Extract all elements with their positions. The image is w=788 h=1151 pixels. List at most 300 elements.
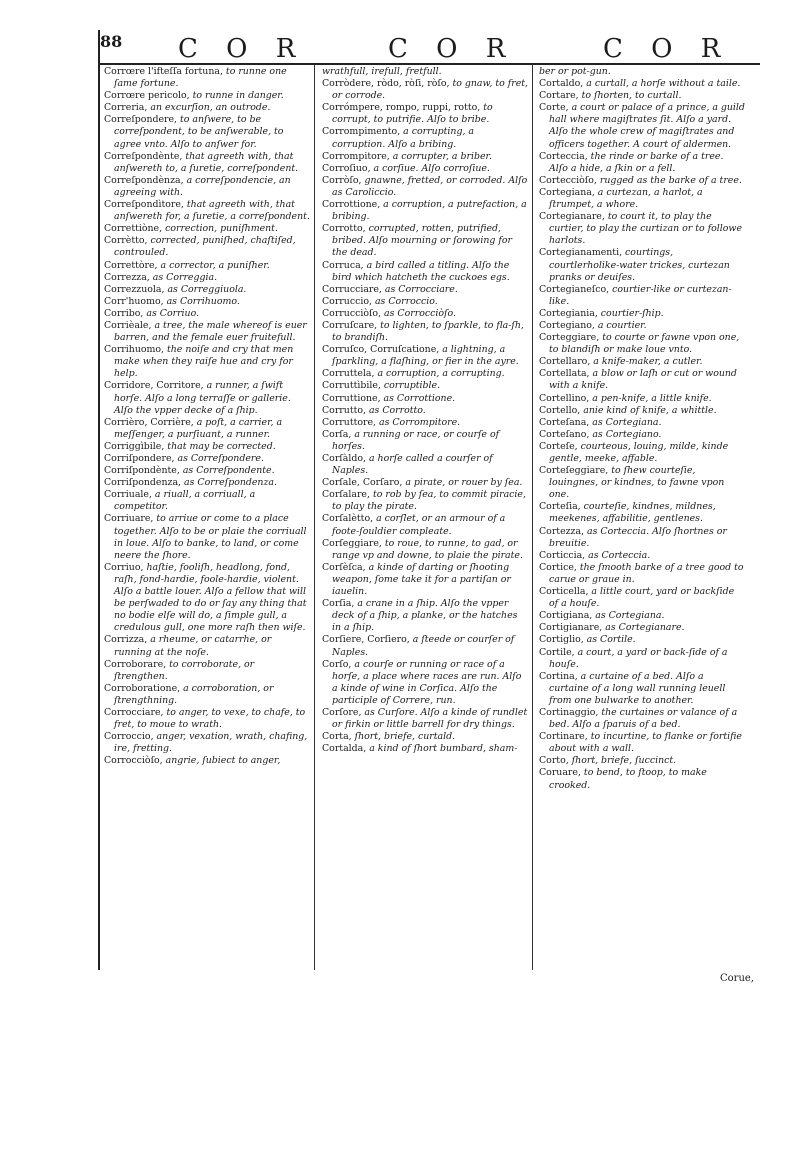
dictionary-entry — [322, 102, 528, 126]
headword: Corriuare, — [104, 513, 154, 525]
definition: as Correggiuola. — [167, 283, 247, 295]
definition: as Corrocciare. — [384, 283, 458, 295]
definition: a corroboration, or ſtrengthning. — [114, 682, 274, 706]
dictionary-entry — [539, 90, 745, 102]
headword: Corteſeggiare, — [539, 465, 609, 477]
definition: to corrupt, to putrifie. Alſo to bribe. — [332, 102, 493, 126]
dictionary-entry — [539, 320, 745, 332]
left-border-rule — [98, 30, 100, 970]
dictionary-entry — [322, 598, 528, 634]
headword: Cortinare, — [539, 731, 588, 743]
dictionary-entry — [539, 610, 745, 622]
dictionary-entry — [322, 659, 528, 707]
headword: Corta, — [322, 731, 352, 743]
headword: Corrètto, — [104, 235, 148, 247]
definition: a ſteede or courſer of Naples. — [332, 634, 515, 658]
definition: a poſt, a carrier, a meſſenger, a purſiuant, a runner. — [114, 416, 283, 440]
headword: Cortaldo, — [539, 78, 584, 90]
headword: Corteſano, — [539, 428, 590, 440]
definition: a tree, the male whereof is euer barren, and the female euer fruitefull. — [114, 319, 307, 344]
headword: Cortezza, — [539, 525, 585, 537]
definition: haſtie, fooliſh, headlong, fond, raſh, fond-hardie, foole-hardie, violent. Alſo a battle louer. Alſo a fellow that will be perſwaded to do or ſay any thing that no bodie elſe will do, a ſimple gull, a credulous gull, one more raſh then wiſe. — [114, 561, 307, 634]
dictionary-entry — [322, 199, 528, 223]
headword: Cortigianare, — [539, 622, 603, 634]
dictionary-entry — [539, 211, 745, 247]
dictionary-entry — [539, 356, 745, 368]
headword: Corriſpondere, — [104, 453, 175, 464]
definition: gnawne, fretted, or corroded. Alſo as Caroliccio. — [332, 174, 528, 198]
definition: a bird called a titling. Alſo the bird which hatcheth the cuckoes egs. — [332, 259, 510, 283]
dictionary-entry — [104, 441, 310, 453]
headword: Corruca, — [322, 259, 364, 271]
definition: to gnaw, to fret, or corrode. — [332, 78, 528, 102]
header-rule — [98, 63, 760, 65]
dictionary-entry — [322, 296, 528, 308]
headword: Cortegiano, — [539, 319, 595, 331]
headword: Corròſo, — [322, 174, 362, 186]
headword: Cortellata, — [539, 368, 590, 380]
definition: a corruption, a putrefaction, a bribing. — [332, 199, 527, 223]
headword: Corroborare, — [104, 658, 167, 670]
dictionary-entry — [539, 671, 745, 707]
headword: Corteggiare, — [539, 332, 600, 344]
dictionary-entry — [322, 562, 528, 598]
dictionary-entry — [539, 151, 745, 175]
definition: the curtaines or valance of a bed. Alſo a ſparuis of a bed. — [549, 706, 738, 731]
headword: Cortegiana, — [539, 186, 595, 198]
dictionary-entry — [104, 344, 310, 380]
definition: to runne one ſame fortune. — [114, 66, 287, 90]
headword: Corſiere, Corſiero, — [322, 634, 410, 646]
column-divider-2 — [532, 64, 533, 970]
dictionary-entry — [322, 126, 528, 150]
definition: as Cortegiana. — [592, 416, 662, 428]
dictionary-entry — [539, 586, 745, 610]
dictionary-entry — [539, 622, 745, 634]
definition: the rinde or barke of a tree. Alſo a hide, a ſkin or a fell. — [549, 150, 724, 174]
dictionary-page — [98, 30, 760, 990]
definition: a rheume, or catarrhe, or running at the noſe. — [114, 634, 272, 658]
headword: Corſalare, — [322, 489, 370, 501]
definition: a corrupting, a corruption. Alſo a bribing. — [332, 126, 474, 150]
headword: Cortecciòſo, — [539, 174, 597, 186]
definition: as Corrompitore. — [379, 416, 461, 428]
dictionary-entry — [104, 417, 310, 441]
running-head-right: C O R — [603, 34, 731, 64]
dictionary-entry — [322, 417, 528, 429]
definition: as Corrottione. — [383, 392, 456, 404]
headword: Corruſcare, — [322, 319, 378, 331]
headword: Corrómpere, rompo, ruppi, rotto, — [322, 102, 481, 114]
headword: Correſpondènza, — [104, 174, 184, 186]
dictionary-entry — [104, 465, 310, 477]
dictionary-entry — [322, 743, 528, 755]
dictionary-entry — [322, 151, 528, 163]
definition: ſhort, briefe, curtald. — [354, 731, 456, 743]
dictionary-entry — [539, 393, 745, 405]
definition: as Correſpondente. — [182, 465, 275, 477]
definition: as Cortile. — [586, 634, 636, 646]
dictionary-entry — [539, 247, 745, 283]
dictionary-entry — [104, 489, 310, 513]
definition: ſhort, briefe, ſuccinct. — [571, 755, 677, 767]
definition: as Correſpondere. — [177, 453, 264, 464]
dictionary-entry — [104, 380, 310, 416]
headword: Corſeggiare, — [322, 537, 382, 549]
headword: Corriuo, — [104, 561, 144, 573]
headword: Corrœre pericolo, — [104, 90, 190, 102]
definition: as Corrotto. — [368, 404, 426, 416]
dictionary-entry — [322, 634, 528, 658]
definition: a court, a yard or back-ſide of a houſe. — [549, 646, 728, 670]
definition: to ſhew courteſie, louingnes, or kindnes, to fawne vpon one. — [549, 465, 725, 501]
dictionary-entry — [322, 393, 528, 405]
headword: Cortile, — [539, 646, 575, 658]
definition: courtier-ſhip. — [600, 307, 664, 319]
dictionary-entry — [104, 683, 310, 707]
dictionary-entry — [104, 659, 310, 683]
definition: courtier-like or curtezan-like. — [549, 283, 732, 307]
dictionary-entry — [104, 90, 310, 102]
dictionary-entry — [104, 731, 310, 755]
definition: the noiſe and cry that men make when they raiſe hue and cry for help. — [114, 344, 294, 380]
headword: Corròdere, ròdo, ròſi, ròſo, — [322, 78, 450, 90]
definition: a little court, yard or backſide of a houſe. — [549, 586, 735, 610]
headword: Cortellaro, — [539, 356, 591, 368]
headword: Corroboratione, — [104, 682, 181, 694]
definition: that agreeth with, that anſwereth for, a ſuretie, a correſpondent. — [114, 199, 310, 223]
definition: a riuall, a corriuall, a competitor. — [114, 489, 256, 513]
dictionary-entry — [322, 429, 528, 453]
headword: Corrottione, — [322, 199, 381, 211]
definition: a pen-knife, a little knife. — [592, 392, 712, 404]
headword: Corſàldo, — [322, 453, 366, 464]
headword: Correſpondènte, — [104, 150, 183, 162]
dictionary-entry — [539, 755, 745, 767]
dictionary-entry — [104, 151, 310, 175]
definition: to anger, to vexe, to chafe, to fret, to moue to wrath. — [114, 706, 306, 731]
definition: a courſe or running or race of a horſe, a place where races are run. Alſo a kinde of wine in Corſica. Alſo the participle of Correre, run. — [332, 658, 522, 706]
headword: Corruttore, — [322, 416, 377, 428]
headword: Cortegianare, — [539, 211, 605, 223]
headword: Corſale, Corſaro, — [322, 477, 403, 489]
definition: as Corteccia. — [588, 549, 651, 561]
dictionary-entry — [104, 308, 310, 320]
headword: Corrocciare, — [104, 706, 164, 718]
headword: Corruttìbile, — [322, 380, 381, 392]
dictionary-entry — [104, 755, 310, 767]
headword: Cortare, — [539, 90, 579, 102]
dictionary-entry — [539, 562, 745, 586]
definition: that agreeth with, that anſwereth to, a ſuretie, correſpondent. — [114, 150, 299, 174]
definition: as Corrihuomo. — [166, 295, 240, 307]
dictionary-entry — [539, 501, 745, 525]
dictionary-entry — [322, 731, 528, 743]
column-divider-1 — [314, 64, 315, 970]
dictionary-entry — [322, 405, 528, 417]
definition: rugged as the barke of a tree. — [599, 174, 742, 186]
definition: a courtier. — [597, 319, 647, 331]
definition: a corſiue. Alſo corroſiue. — [373, 162, 490, 174]
dictionary-entry — [322, 223, 528, 259]
headword: Corrucciòſo, — [322, 307, 382, 319]
dictionary-entry — [104, 66, 310, 90]
definition: as Corriuo. — [146, 307, 200, 319]
definition: to ſhorten, to curtall. — [581, 90, 682, 102]
dictionary-entry — [539, 634, 745, 646]
headword: Corſa, — [322, 428, 352, 440]
headword: Correria, — [104, 102, 148, 114]
headword: Corrompimento, — [322, 126, 401, 138]
definition: to roue, to runne, to gad, or range vp and downe, to plaie the pirate. — [332, 537, 523, 561]
definition: an excurſion, an outrode. — [150, 102, 271, 114]
headword: Corſore, — [322, 706, 362, 718]
definition: a runner, a ſwift horſe. Alſo a long terraſſe or gallerie. Alſo the vpper decke of a ſhip. — [114, 380, 291, 416]
headword: Corr'huomo, — [104, 295, 164, 307]
definition: a curtall, a horſe without a taile. — [586, 78, 741, 90]
dictionary-entry — [322, 320, 528, 344]
definition: a correſpondencie, an agreeing with. — [114, 174, 291, 198]
definition: a blow or laſh or cut or wound with a knife. — [549, 368, 737, 392]
dictionary-entry — [539, 731, 745, 755]
dictionary-entry — [539, 465, 745, 501]
dictionary-entry — [104, 296, 310, 308]
headword: Corrocciòſo, — [104, 755, 163, 767]
definition: to lighten, to ſparkle, to fla-ſh, to brandiſh. — [332, 319, 524, 344]
definition: corrupted, rotten, putrified, bribed. Alſo mourning or ſorowing for the dead. — [332, 223, 512, 259]
dictionary-entry — [322, 489, 528, 513]
dictionary-entry — [539, 187, 745, 211]
headword: Corſia, — [322, 598, 355, 610]
headword: Correſpondere, — [104, 114, 178, 126]
dictionary-entry — [104, 320, 310, 344]
dictionary-entry — [322, 477, 528, 489]
headword: Corruſco, Corruſcatione, — [322, 344, 440, 356]
dictionary-entry — [539, 526, 745, 550]
definition: a court or palace of a prince, a guild hall where magiſtrates ſit. Alſo a yard. Alſo the whole crew of magiſtrates and officers together. A court of aldermen. — [549, 102, 745, 150]
dictionary-entry — [322, 513, 528, 537]
running-head-middle: C O R — [388, 34, 516, 64]
headword: Corrizza, — [104, 634, 148, 646]
headword: Corroſiuo, — [322, 162, 371, 174]
headword: Corteſe, — [539, 440, 578, 452]
headword: Corriſpondènte, — [104, 465, 180, 477]
dictionary-entry — [322, 163, 528, 175]
dictionary-entry — [539, 78, 745, 90]
headword: Corrucciare, — [322, 283, 382, 295]
dictionary-entry — [539, 550, 745, 562]
headword: Cortellino, — [539, 392, 590, 404]
definition: to runne in danger. — [192, 90, 284, 102]
headword: Corrœre l'ifteſſa fortuna, — [104, 66, 223, 77]
definition: as Cortegianare. — [605, 622, 685, 634]
definition: to anſwere, to be correſpondent, to be anſwerable, to agree vnto. Alſo to anſwer for. — [114, 114, 284, 150]
definition: a kind of ſhort bumbard, sham- — [369, 743, 518, 755]
headword: Cortina, — [539, 670, 578, 682]
headword: Corticcia, — [539, 549, 586, 561]
definition: a kinde of darting or ſhooting weapon, ſome take it for a partiſan or iauelin. — [332, 561, 511, 598]
dictionary-entry — [104, 513, 310, 561]
dictionary-entry — [322, 453, 528, 477]
dictionary-entry — [322, 175, 528, 199]
dictionary-entry — [104, 235, 310, 259]
dictionary-entry — [539, 332, 745, 356]
headword: Corte, — [539, 102, 569, 114]
headword: Corteſana, — [539, 416, 590, 428]
definition: a corrupter, a briber. — [392, 150, 492, 162]
headword: Cortegiania, — [539, 307, 598, 319]
dictionary-entry — [104, 634, 310, 658]
definition: as Corrocciòſo. — [384, 307, 456, 319]
definition: that may be corrected. — [167, 440, 276, 452]
dictionary-entry — [104, 260, 310, 272]
column-middle — [322, 66, 528, 755]
definition: a corſlet, or an armour of a foote-ſouldier compleate. — [332, 513, 506, 537]
headword: Cortinaggio, — [539, 706, 599, 718]
headword: Cortiglio, — [539, 634, 584, 646]
headword: Correzzuola, — [104, 283, 165, 295]
definition: to incurtine, to flanke or fortifie about with a wall. — [549, 731, 742, 755]
headword: Corriuale, — [104, 489, 152, 501]
dictionary-entry — [104, 477, 310, 489]
definition: anie kind of knife, a whittle. — [583, 404, 717, 416]
headword: Corteccia, — [539, 150, 588, 162]
dictionary-entry — [539, 441, 745, 465]
definition: courteſie, kindnes, mildnes, meekenes, affabilitie, gentlenes. — [549, 501, 716, 525]
definition: a knife-maker, a cutler. — [593, 356, 703, 368]
definition: as Corroccio. — [374, 295, 438, 307]
definition: courteous, louing, milde, kinde gentle, meeke, affable. — [549, 440, 729, 464]
definition: as Correggia. — [152, 271, 218, 283]
definition: the ſmooth barke of a tree good to carue or graue in. — [549, 561, 744, 585]
headword: Cortegianeſco, — [539, 283, 610, 295]
headword: Cortigiana, — [539, 610, 593, 622]
dictionary-entry — [322, 538, 528, 562]
definition: corruptible. — [383, 380, 441, 392]
definition: as Cortegiana. — [595, 610, 665, 622]
dictionary-entry — [539, 707, 745, 731]
definition: to courte or fawne vpon one, to blandiſh or make loue vnto. — [549, 332, 740, 356]
headword: Corſalètto, — [322, 513, 374, 525]
headword: Corticella, — [539, 586, 589, 598]
dictionary-entry — [322, 368, 528, 380]
column-right — [539, 66, 745, 792]
dictionary-entry — [322, 308, 528, 320]
dictionary-entry — [322, 78, 528, 102]
dictionary-entry — [539, 417, 745, 429]
dictionary-entry — [322, 707, 528, 731]
dictionary-entry — [104, 114, 310, 150]
definition: to rob by ſea, to commit piracie, to play the pirate. — [332, 489, 526, 513]
dictionary-entry — [539, 102, 745, 150]
headword: Correttiòne, — [104, 223, 163, 235]
definition: to corroborate, or ſtrengthen. — [114, 658, 255, 682]
dictionary-entry — [322, 260, 528, 284]
definition: a corrector, a puniſher. — [160, 259, 270, 271]
definition: anger, vexation, wrath, chafing, ire, fretting. — [114, 731, 308, 755]
headword: Corridore, Corritore, — [104, 380, 204, 392]
headword: Coruare, — [539, 767, 581, 779]
headword: Corrompitore, — [322, 150, 390, 162]
headword: Corrièale, — [104, 319, 152, 331]
dictionary-entry — [104, 272, 310, 284]
headword: Correſpondìtore, — [104, 199, 184, 211]
definition: a crane in a ſhip. Alſo the vpper deck of a ſhip, a planke, or the hatches in a ſhip. — [332, 598, 518, 634]
definition: a lightning, a ſparkling, a flaſhing, or fier in the ayre. — [332, 344, 519, 368]
dictionary-entry — [322, 380, 528, 392]
definition: a running or race, or courſe of horſes. — [332, 428, 500, 452]
headword: Corribo, — [104, 307, 144, 319]
page-header — [98, 30, 760, 66]
definition: a pirate, or rouer by ſea. — [405, 477, 523, 489]
definition: a curtaine of a bed. Alſo a curtaine of a long wall running leuell from one bulwarke to another. — [549, 670, 726, 706]
headword: Corruccio, — [322, 295, 372, 307]
dictionary-entry — [539, 405, 745, 417]
dictionary-entry — [322, 344, 528, 368]
page-number: 88 — [100, 32, 123, 51]
definition: as Correſpondenza. — [184, 477, 277, 489]
dictionary-entry — [104, 284, 310, 296]
headword: Cortegianamenti, — [539, 247, 623, 259]
dictionary-entry — [104, 562, 310, 635]
dictionary-entry — [539, 647, 745, 671]
headword: Correzza, — [104, 271, 150, 283]
headword: Corroccio, — [104, 731, 154, 743]
definition: angrie, ſubiect to anger, — [165, 755, 281, 767]
dictionary-entry — [539, 368, 745, 392]
dictionary-entry — [539, 284, 745, 308]
definition: ber or pot-gun. — [539, 66, 611, 77]
definition: as Curſore. Alſo a kinde of rundlet or firkin or little barrell for dry things. — [332, 706, 528, 731]
headword: Corruttione, — [322, 392, 381, 404]
dictionary-entry — [322, 66, 528, 78]
definition: correction, puniſhment. — [165, 223, 278, 235]
definition: a horſe called a courſer of Naples. — [332, 453, 493, 477]
dictionary-entry — [104, 707, 310, 731]
headword: Corrihuomo, — [104, 344, 165, 356]
dictionary-entry — [539, 175, 745, 187]
definition: to court it, to play the curtier, to play the curtizan or to followe harlots. — [549, 211, 742, 247]
dictionary-entry — [539, 308, 745, 320]
headword: Corriſpondenza, — [104, 477, 182, 489]
dictionary-entry — [104, 199, 310, 223]
definition: a curtezan, a harlot, a ſtrumpet, a whore. — [549, 186, 703, 211]
headword: Corrutto, — [322, 404, 366, 416]
running-head-left: C O R — [178, 34, 306, 64]
headword: Corteſia, — [539, 501, 581, 513]
headword: Corſèſca, — [322, 561, 366, 573]
definition: to bend, to ſtoop, to make crooked. — [549, 767, 707, 791]
dictionary-entry — [104, 175, 310, 199]
headword: Corrotto, — [322, 223, 366, 235]
headword: Corſo, — [322, 658, 352, 670]
definition: wrathfull, irefull, fretfull. — [322, 66, 442, 77]
catchword: Corue, — [720, 973, 754, 984]
headword: Corruttela, — [322, 368, 375, 380]
headword: Corrièro, Corrière, — [104, 416, 194, 428]
dictionary-entry — [104, 223, 310, 235]
headword: Cortice, — [539, 561, 577, 573]
column-left — [104, 66, 310, 767]
headword: Correttòre, — [104, 259, 158, 271]
definition: to arriue or come to a place together. Alſo to be or plaie the corriuall in loue. Alſo to banke, to land, or come neere the ſhore. — [114, 513, 307, 561]
dictionary-entry — [104, 453, 310, 465]
definition: a corruption, a corrupting. — [377, 368, 505, 380]
definition: corrected, puniſhed, chaſtiſed, controuled. — [114, 235, 296, 259]
definition: courtings, courtlerholike-water trickes, curtezan pranks or deuiſes. — [549, 247, 730, 283]
headword: Corriggìbile, — [104, 440, 165, 452]
definition: as Corteccia. Alſo ſhortnes or breuitie. — [549, 525, 727, 549]
